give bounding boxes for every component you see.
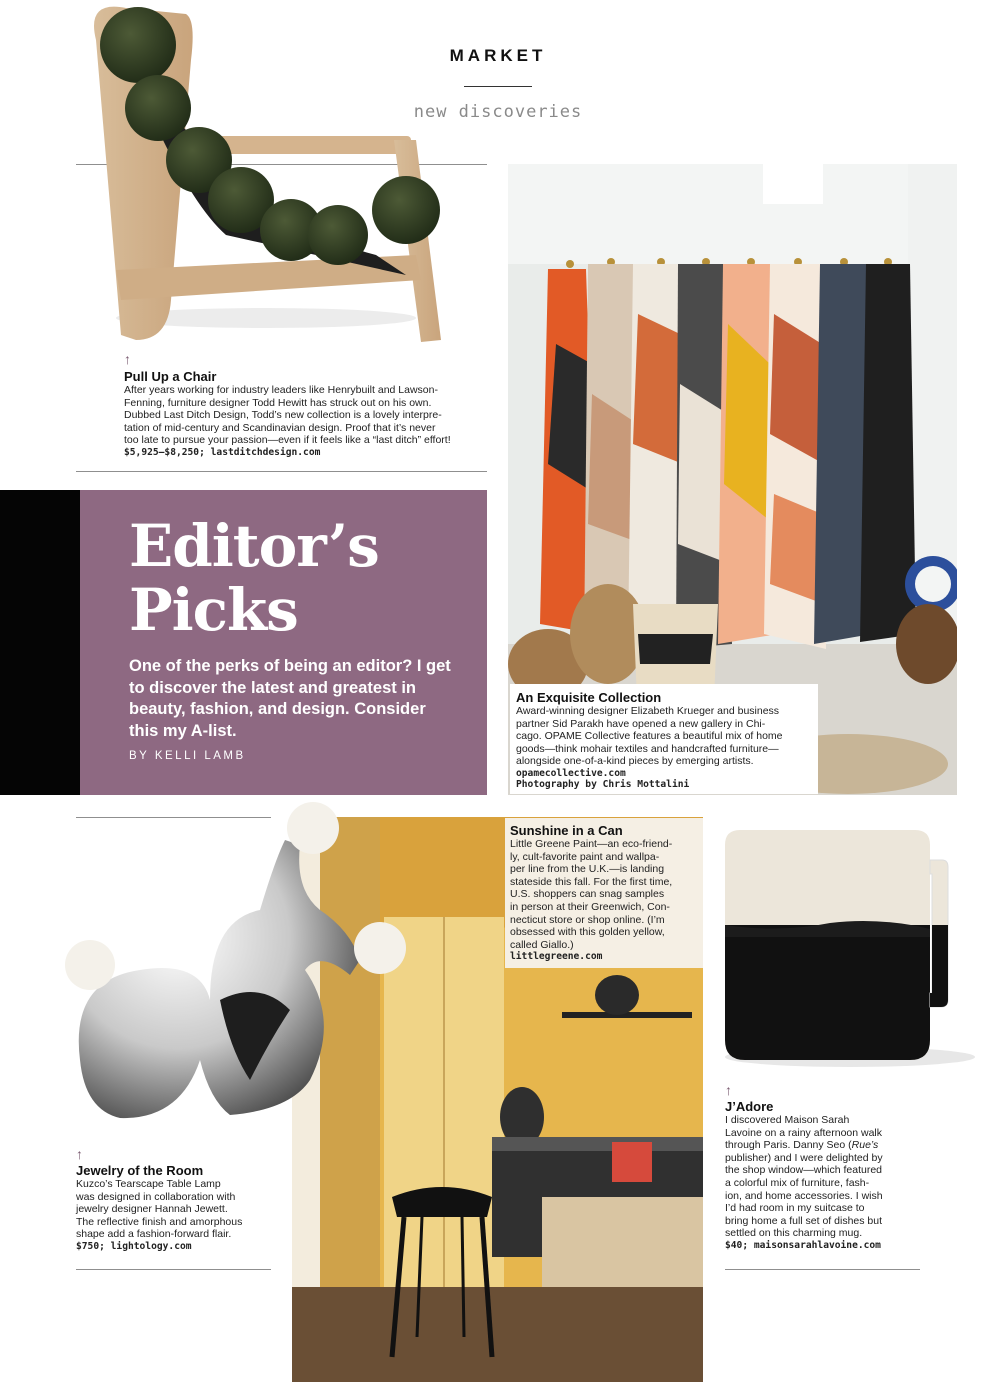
chair-photo [76,0,496,355]
caption-line: Dubbed Last Ditch Design, Todd’s new collection is a lovely interpre- [124,409,442,422]
caption-body [516,705,818,768]
caption-body [510,838,703,951]
feature-title [129,514,379,642]
caption-line: Lavoine on a rainy afternoon walk [725,1126,883,1139]
caption-line: ly, cult-favorite paint and wallpa- [510,850,660,863]
caption-line: After years working for industry leaders like Henrybuilt and Lawson- [124,384,438,396]
caption-line: settled on this charming mug. [725,1227,863,1240]
caption-body [76,1178,276,1241]
caption-line: per line from the U.K.—is landing [510,863,665,876]
feature-lede: One of the perks of being an editor? I get to discover the latest and greatest in beauty, fashion, and design. Consider this my A-list. [129,657,451,740]
section-kicker: MARKET [449,46,547,65]
caption-line: ion, and home accessories. I wish [725,1189,883,1202]
feature-title-line: Editor’s [129,512,379,580]
feature-title-line: Picks [129,576,298,644]
caption-line: U.S. shoppers can snag samples [510,888,665,901]
caption-line: in person at their Greenwich, Con- [510,900,670,913]
price-link[interactable]: $5,925–$8,250; lastditchdesign.com [124,446,321,458]
up-arrow-icon: ↑ [76,1146,83,1162]
caption-line: I’d had room in my suitcase to [725,1202,865,1215]
rule [76,471,487,472]
caption-title: Pull Up a Chair [124,369,217,384]
caption-line: the shop window—which featured [725,1164,883,1177]
caption-line: goods—think mohair textiles and handcrafted furniture— [516,742,779,755]
caption-line: shape add a fashion-forward flair. [76,1228,232,1241]
caption-line: bring home a full set of dishes but [725,1214,883,1227]
caption-line: called Giallo.) [510,938,574,951]
caption-title: Jewelry of the Room [76,1163,204,1178]
caption-line: a colorful mix of furniture, fash- [725,1176,870,1189]
caption-italic-text: Rue’s [851,1139,879,1152]
paint-caption [505,818,703,968]
caption-title: An Exquisite Collection [516,690,662,705]
caption-line: I discovered Maison Sarah [725,1114,850,1126]
caption-line: alongside one-of-a-kind pieces by emerging artists. [516,755,754,768]
caption-line: Award-winning designer Elizabeth Krueger and business [516,705,780,717]
caption-line: publisher) and I were delighted by [725,1151,883,1164]
website-link[interactable]: littlegreene.com [510,951,603,963]
rule [725,1269,920,1270]
rule [76,1269,271,1270]
caption-line: Fenning, furniture designer Todd Hewitt has struck out on his own. [124,396,432,409]
caption-line: Kuzco’s Tearscape Table Lamp [76,1178,221,1190]
lamp-caption [76,1163,276,1252]
section-subtitle: new discoveries [413,102,583,122]
mug-caption [725,1099,945,1251]
caption-line: necticut store or shop online. (I’m [510,913,665,926]
caption-line: The reflective finish and amorphous [76,1215,243,1228]
caption-body [124,384,494,447]
price-link[interactable]: $750; lightology.com [76,1240,192,1252]
price-link[interactable]: $40; maisonsarahlavoine.com [725,1239,881,1251]
caption-line: was designed in collaboration with [76,1190,236,1203]
caption-line [725,1139,945,1152]
lamp-photo [60,800,410,1130]
caption-text: through Paris. Danny Seo ( [725,1139,852,1152]
caption-title: Sunshine in a Can [510,823,623,838]
up-arrow-icon: ↑ [124,351,131,367]
caption-line: stateside this fall. For the first time, [510,875,673,888]
caption-title: J’Adore [725,1099,774,1114]
chair-caption [124,369,494,458]
mug-photo [720,825,988,1070]
black-accent-bar [0,490,80,795]
byline: BY KELLI LAMB [129,750,246,762]
caption-line: cago. OPAME Collective features a beautiful mix of home [516,730,783,743]
caption-line: tation of mid-century and Scandinavian design. Proof that it’s never [124,421,436,434]
caption-line: jewelry designer Hannah Jewett. [76,1203,228,1216]
caption-line: too late to pursue your passion—even if it feels like a “last ditch” effort! [124,434,451,447]
photo-credit: Photography by Chris Mottalini [516,778,690,790]
caption-line: obsessed with this golden yellow, [510,926,665,939]
website-link[interactable]: opamecollective.com [516,767,626,779]
up-arrow-icon: ↑ [725,1082,732,1098]
caption-line: Little Greene Paint—an eco-friend- [510,838,673,850]
caption-body [725,1114,945,1240]
collection-caption [510,684,818,794]
caption-line: partner Sid Parakh have opened a new gallery in Chi- [516,717,766,730]
